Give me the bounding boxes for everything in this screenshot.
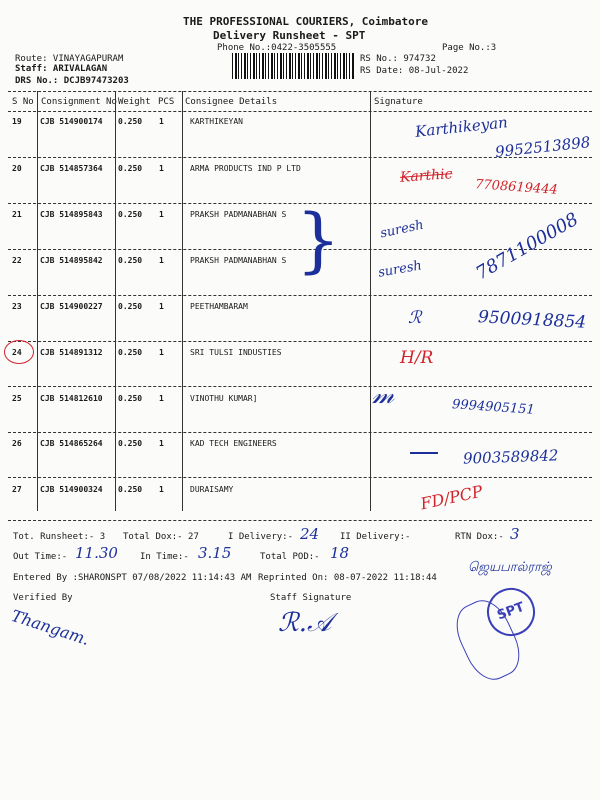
row-consignment: CJB 514900227: [40, 302, 103, 311]
handwritten-signature: suresh: [377, 258, 423, 281]
row-pcs: 1: [159, 348, 164, 357]
sheet-title: Delivery Runsheet - SPT: [213, 29, 366, 42]
row-sno: 23: [12, 302, 22, 311]
row-weight: 0.250: [118, 256, 143, 265]
col-consignee: Consignee Details: [185, 97, 278, 107]
row-pcs: 1: [159, 302, 164, 311]
row-pcs: 1: [159, 439, 164, 448]
in-time-value: 3.15: [198, 544, 232, 562]
rtn-dox-value: 3: [510, 525, 520, 543]
row-consignee: DURAISAMY: [190, 485, 234, 494]
column-line: [370, 91, 371, 511]
tot-runsheet: Tot. Runsheet:- 3: [13, 532, 106, 542]
handwritten-phone: 9994905151: [451, 397, 536, 418]
row-sno: 22: [12, 256, 22, 265]
rs-number: RS No.: 974732: [360, 54, 436, 64]
total-pod-label: Total POD:-: [260, 552, 320, 562]
row-consignment: CJB 514900174: [40, 117, 103, 126]
rs-date: RS Date: 08-Jul-2022: [360, 66, 469, 76]
row-weight: 0.250: [118, 394, 143, 403]
handwritten-scribble: [410, 452, 438, 454]
handwritten-signature: suresh: [378, 217, 426, 242]
divider: [8, 520, 592, 521]
verified-by-label: Verified By: [13, 593, 73, 603]
row-consignment: CJB 514812610: [40, 394, 103, 403]
handwritten-note: FD/PCP: [418, 481, 485, 514]
out-time-value: 11.30: [75, 544, 118, 562]
row-weight: 0.250: [118, 302, 143, 311]
col-signature: Signature: [374, 97, 423, 107]
divider: [8, 432, 592, 433]
verified-signature: Thangam.: [9, 605, 92, 650]
row-pcs: 1: [159, 164, 164, 173]
company-title: THE PROFESSIONAL COURIERS, Coimbatore: [183, 15, 429, 28]
divider: [8, 295, 592, 296]
handwritten-phone: 7871100008: [472, 208, 583, 285]
staff-signature-scribble: ℛ.𝒜: [278, 608, 332, 638]
row-consignee: PEETHAMBARAM: [190, 302, 248, 311]
row-consignee: ARMA PRODUCTS IND P LTD: [190, 164, 301, 173]
brace-mark: }: [296, 199, 341, 281]
rtn-dox-label: RTN Dox:-: [455, 532, 504, 542]
handwritten-phone: 9003589842: [462, 446, 559, 468]
row-weight: 0.250: [118, 439, 143, 448]
divider: [8, 111, 592, 112]
column-line: [115, 91, 116, 511]
row-consignment: CJB 514865264: [40, 439, 103, 448]
col-sno: S No: [12, 97, 34, 107]
row-sno: 21: [12, 210, 22, 219]
row-sno: 25: [12, 394, 22, 403]
row-consignee: SRI TULSI INDUSTIES: [190, 348, 282, 357]
entered-by: Entered By :SHARONSPT 07/08/2022 11:14:43 AM: [13, 573, 252, 583]
row-weight: 0.250: [118, 164, 143, 173]
row-consignee: VINOTHU KUMAR]: [190, 394, 258, 403]
drs-number: DRS No.: DCJB97473203: [15, 76, 129, 86]
total-pod-value: 18: [330, 544, 350, 562]
tamil-signature: ஜெயபால்ராஜ்: [468, 560, 552, 575]
handwritten-note: H/R: [400, 348, 434, 368]
col-pcs: PCS: [158, 97, 175, 107]
row-consignee: KAD TECH ENGINEERS: [190, 439, 277, 448]
row-sno: 19: [12, 117, 22, 126]
row-pcs: 1: [159, 256, 164, 265]
row-sno: 26: [12, 439, 22, 448]
row-consignee: KARTHIKEYAN: [190, 117, 243, 126]
row-sno: 24: [12, 348, 22, 357]
col-weight: Weight: [118, 97, 151, 107]
row-consignment: CJB 514857364: [40, 164, 103, 173]
row-pcs: 1: [159, 394, 164, 403]
handwritten-signature: Karthikeyan: [414, 113, 509, 141]
ii-delivery-label: II Delivery:-: [340, 532, 411, 542]
divider: [8, 477, 592, 478]
column-line: [37, 91, 38, 511]
total-dox: Total Dox:- 27: [123, 532, 199, 542]
row-consignment: CJB 514900324: [40, 485, 103, 494]
stamp: SPT: [480, 581, 542, 643]
row-sno: 20: [12, 164, 22, 173]
row-pcs: 1: [159, 117, 164, 126]
barcode: [232, 53, 354, 79]
highlight-circle: [4, 340, 34, 364]
phone-number: Phone No.:0422-3505555: [217, 43, 337, 53]
handwritten-phone: 9952513898: [494, 133, 592, 161]
page-number: Page No.:3: [442, 43, 497, 53]
row-weight: 0.250: [118, 117, 143, 126]
row-consignee: PRAKSH PADMANABHAN S: [190, 256, 287, 265]
divider: [8, 91, 592, 92]
column-line: [182, 91, 183, 511]
row-weight: 0.250: [118, 485, 143, 494]
row-consignment: CJB 514895842: [40, 256, 103, 265]
row-consignee: PRAKSH PADMANABHAN S: [190, 210, 287, 219]
row-weight: 0.250: [118, 348, 143, 357]
divider: [8, 386, 592, 387]
reprinted-on: Reprinted On: 08-07-2022 11:18:44: [258, 573, 437, 583]
out-time-label: Out Time:-: [13, 552, 68, 562]
staff-signature-label: Staff Signature: [270, 593, 352, 603]
row-consignment: CJB 514891312: [40, 348, 103, 357]
in-time-label: In Time:-: [140, 552, 189, 562]
row-sno: 27: [12, 485, 22, 494]
i-delivery-label: I Delivery:-: [228, 532, 294, 542]
handwritten-scribble: 𝓂: [372, 380, 395, 410]
handwritten-scribble: ℛ: [408, 308, 422, 328]
i-delivery-value: 24: [300, 525, 320, 543]
staff-name: Staff: ARIVALAGAN: [15, 64, 108, 74]
row-pcs: 1: [159, 210, 164, 219]
handwritten-phone: 9500918854: [477, 307, 587, 333]
handwritten-signature: Karthic: [399, 166, 453, 186]
col-consignment: Consignment No: [41, 97, 117, 107]
route: Route: VINAYAGAPURAM: [15, 54, 124, 64]
row-pcs: 1: [159, 485, 164, 494]
row-consignment: CJB 514895843: [40, 210, 103, 219]
row-weight: 0.250: [118, 210, 143, 219]
divider: [8, 341, 592, 342]
handwritten-phone: 7708619444: [474, 177, 559, 198]
